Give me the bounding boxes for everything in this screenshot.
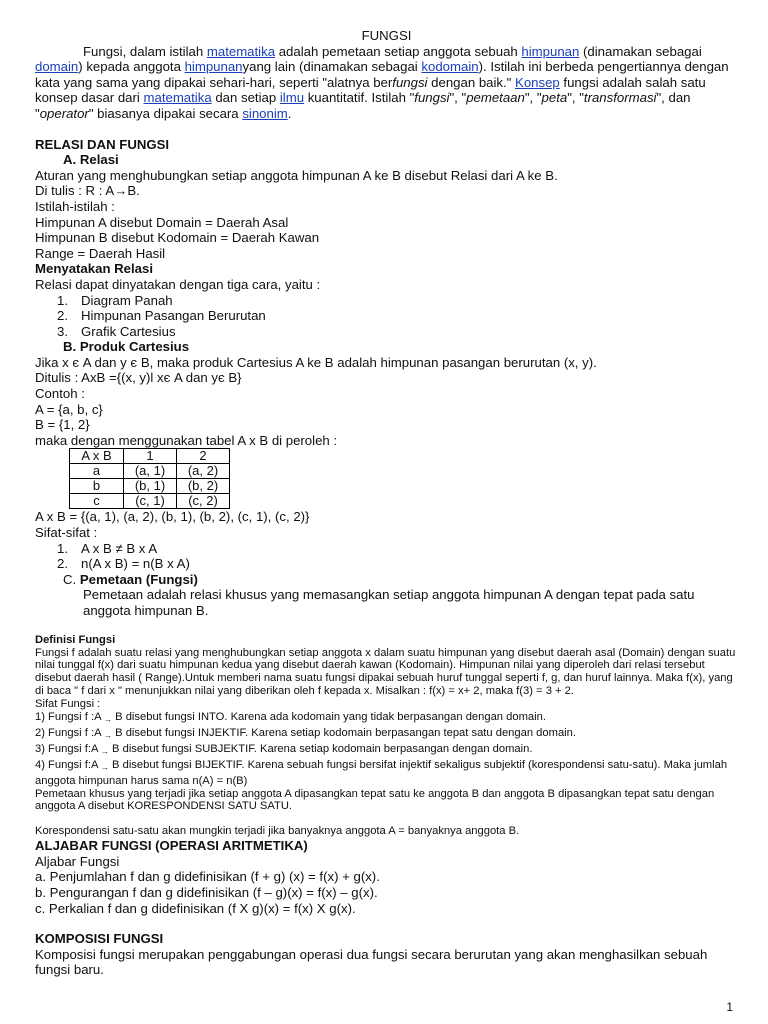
link-matematika[interactable]: matematika [206,43,276,59]
table-cell: (b, 2) [177,479,230,494]
table-cell: (c, 2) [177,494,230,509]
produk-line: Contoh : [35,386,85,402]
sifat-fungsi-label: Sifat Fungsi : [35,698,101,711]
pemetaan-text: Pemetaan adalah relasi khusus yang memasangkan setiap anggota himpunan A dengan tepat pada satu anggota himpunan B. [83,587,695,618]
text: 2) Fungsi f :A [35,726,105,739]
aljabar-item: b. Pengurangan f dan g didefinisikan (f – g)(x) = f(x) – g(x). [35,885,378,901]
subheading-pemetaan [35,572,738,588]
list-item [35,541,738,557]
list-text: Grafik Cartesius [81,323,176,339]
italic-text: peta [541,90,568,106]
text: ", " [567,90,584,106]
subheading-definisi-fungsi: Definisi Fungsi [35,633,116,646]
italic-text: operator [39,105,89,121]
table-cell: (a, 1) [124,464,177,479]
italic-text: transformasi [583,90,657,106]
sifat-fungsi-item [35,759,738,788]
text: Fungsi, dalam istilah [83,43,207,59]
text: . [287,105,292,121]
intro-paragraph [35,44,738,122]
text: dengan baik." [427,74,516,90]
document-title: FUNGSI [361,28,412,43]
table-header-cell: A x B [70,449,124,464]
list-item [35,293,738,309]
page-number: 1 [726,1000,733,1014]
definisi-paragraph: Fungsi f adalah suatu relasi yang menghubungkan setiap anggota x dalam suatu himpunan yang disebut daerah asal (Domain) dengan suatu nilai tunggal f(x) dari suatu himpunan kedua yang disebut daerah kawan (Kodomain). Himpunan nilai yang diperoleh dari relasi tersebut disebut daerah hasil ( Range).Untuk memberi nama suatu fungsi dipakai sebuah huruf tunggal seperti f, g, dan huruf lainnya. Maka f(x), yang di baca " f dari x " menunjukkan nilai yang diberikan oleh f kepada x. Misalkan : f(x) = x+ 2, maka f(3) = 3 + 2. [35,646,736,698]
text: (dinamakan sebagai [579,43,702,59]
relasi-line: Di tulis : R : A→B. [35,183,140,199]
aljabar-subheading: Aljabar Fungsi [35,853,120,869]
subheading-prefix: C. [63,571,77,587]
text: kuantitatif. Istilah " [304,90,415,106]
arrow-symbol: → [100,746,109,756]
subheading-text: Pemetaan (Fungsi) [79,571,198,587]
text: " biasanya dipakai secara [88,105,243,121]
link-matematika-2[interactable]: matematika [143,90,212,106]
sifat-list [35,541,738,572]
relasi-line: Istilah-istilah : [35,198,115,214]
cartesius-table [69,448,230,509]
section-heading-relasi: RELASI DAN FUNGSI [35,136,170,152]
sifat-fungsi-item [35,727,738,743]
link-himpunan[interactable]: himpunan [521,43,580,59]
list-text: Diagram Panah [81,292,173,308]
table-header-cell: 2 [177,449,230,464]
link-domain[interactable]: domain [35,59,79,75]
text: yang lain (dinamakan sebagai [242,59,422,75]
table-cell: (b, 1) [124,479,177,494]
table-row [70,494,230,509]
section-heading-komposisi: KOMPOSISI FUNGSI [35,931,164,947]
arrow-symbol: → [104,730,113,740]
text: ", dan " [35,90,691,121]
italic-text: fungsi [392,74,428,90]
text: ", " [524,90,542,106]
korespondensi-paragraph: Pemetaan khusus yang terjadi jika setiap anggota A dipasangkan tepat satu ke anggota B dan anggota B dipasangkan tepat satu dengan anggota A disebut KORESPONDENSI SATU SATU. [35,787,715,813]
subheading-relasi: A. Relasi [63,152,119,168]
cara-list [35,293,738,340]
text: ", " [449,90,467,106]
list-number: 1. [57,540,68,556]
menyatakan-text: Relasi dapat dinyatakan dengan tiga cara, yaitu : [35,276,321,292]
produk-line: maka dengan menggunakan tabel A x B di peroleh : [35,432,338,448]
list-number: 1. [57,292,68,308]
produk-line: B = {1, 2} [35,417,90,433]
aljabar-item: a. Penjumlahan f dan g didefinisikan (f + g) (x) = f(x) + g(x). [35,869,380,885]
text: 3) Fungsi f:A [35,742,101,755]
text: dan setiap [211,90,280,106]
aljabar-item: c. Perkalian f dan g didefinisikan (f X g)(x) = f(x) X g(x). [35,900,356,916]
text: adalah pemetaan setiap anggota sebuah [275,43,522,59]
table-header-cell: 1 [124,449,177,464]
relasi-line: Range = Daerah Hasil [35,245,166,261]
text: fungsi adalah salah satu konsep dasar dari [35,74,706,106]
table-cell: (a, 2) [177,464,230,479]
sifat-fungsi-item [35,743,738,759]
komposisi-text: Komposisi fungsi merupakan penggabungan operasi dua fungsi secara berurutan yang akan menghasilkan sebuah fungsi baru. [35,946,708,978]
table-cell: (c, 1) [124,494,177,509]
list-item [35,308,738,324]
table-cell: a [70,464,124,479]
produk-line: A = {a, b, c} [35,401,103,417]
sifat-label: Sifat-sifat : [35,525,98,541]
link-konsep[interactable]: Konsep [515,74,560,90]
produk-line: Jika x є A dan y є B, maka produk Cartesius A ke B adalah himpunan pasangan berurutan (x, y). [35,354,597,370]
text: B disebut fungsi SUBJEKTIF. Karena setiap kodomain berpasangan dengan domain. [108,742,533,755]
table-row [70,464,230,479]
arrow-symbol: → [104,715,113,725]
list-text: Himpunan Pasangan Berurutan [81,308,266,324]
relasi-line: Himpunan A disebut Domain = Daerah Asal [35,214,289,230]
text: B disebut fungsi BIJEKTIF. Karena sebuah fungsi bersifat injektif sekaligus subjektif (korespondensi satu-satu). Maka jumlah anggota himpunan harus sama n(A) = n(B) [35,758,728,787]
table-cell: b [70,479,124,494]
list-item [35,556,738,572]
sifat-fungsi-item [35,711,738,727]
list-text: n(A x B) = n(B x A) [81,556,190,572]
list-item [35,324,738,340]
subheading-menyatakan-relasi: Menyatakan Relasi [35,261,154,277]
relasi-line: Aturan yang menghubungkan setiap anggota himpunan A ke B disebut Relasi dari A ke B. [35,167,558,183]
table-header-row [70,449,230,464]
produk-result: A x B = {(a, 1), (a, 2), (b, 1), (b, 2), (c, 1), (c, 2)} [35,509,310,525]
table-row [70,479,230,494]
italic-text: pemetaan [466,90,525,106]
text: ). Istilah ini berbeda pengertiannya dengan kata yang sama yang dipakai sehari-hari, seperti "alatnya ber [35,59,729,90]
produk-line: Ditulis : AxB ={(x, y)l xє A dan yє B} [35,370,242,386]
section-heading-aljabar: ALJABAR FUNGSI (OPERASI ARITMETIKA) [35,838,308,854]
text: 4) Fungsi f:A [35,758,101,771]
link-kodomain[interactable]: kodomain [421,59,479,75]
list-text: A x B ≠ B x A [81,540,158,556]
text: B disebut fungsi INTO. Karena ada kodomain yang tidak berpasangan dengan domain. [112,711,546,724]
relasi-line: Himpunan B disebut Kodomain = Daerah Kawan [35,230,320,246]
text: ) kepada anggota [78,59,185,75]
arrow-symbol: → [100,762,109,772]
list-number: 3. [57,323,68,339]
link-sinonim[interactable]: sinonim [242,105,288,121]
text: 1) Fungsi f :A [35,711,105,724]
table-cell: c [70,494,124,509]
link-himpunan-2[interactable]: himpunan [184,59,243,75]
list-number: 2. [57,556,68,572]
text: B disebut fungsi INJEKTIF. Karena setiap kodomain berpasangan tepat satu dengan domain. [112,726,576,739]
link-ilmu[interactable]: ilmu [279,90,305,106]
italic-text: fungsi [414,90,450,106]
korespondensi-note: Korespondensi satu-satu akan mungkin terjadi jika banyaknya anggota A = banyaknya anggota B. [35,825,520,838]
subheading-produk-cartesius: B. Produk Cartesius [63,339,190,355]
list-number: 2. [57,308,68,324]
